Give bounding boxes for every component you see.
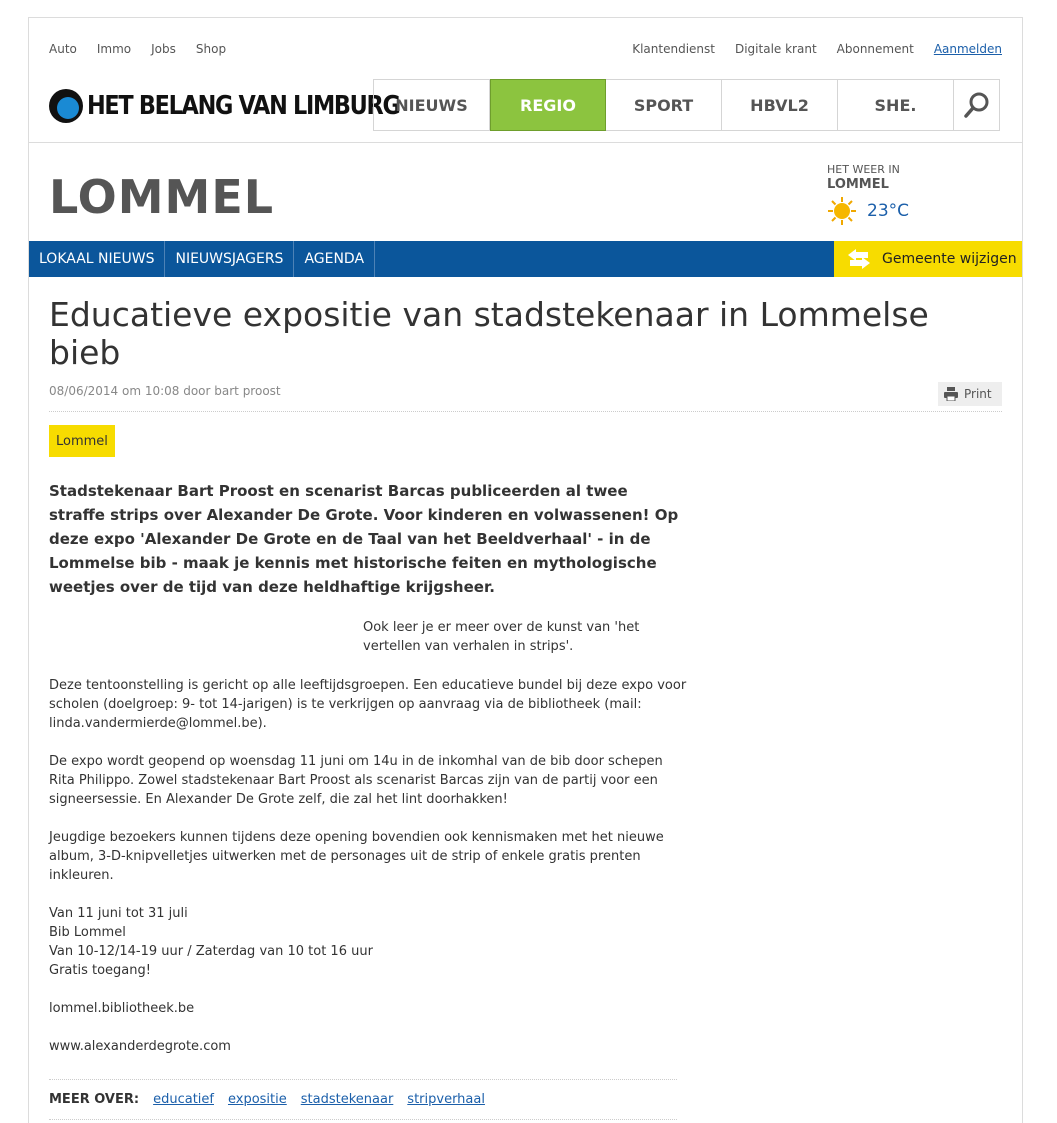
print-label: Print bbox=[964, 387, 992, 401]
city-title: LOMMEL bbox=[49, 170, 275, 224]
meta-divider bbox=[49, 411, 1002, 412]
location-tag[interactable]: Lommel bbox=[49, 425, 115, 457]
printer-icon bbox=[944, 387, 958, 401]
login-link[interactable]: Aanmelden bbox=[933, 42, 1002, 56]
event-dates: Van 11 juni tot 31 juli bbox=[49, 906, 188, 921]
subnav-agenda[interactable]: AGENDA bbox=[294, 241, 375, 277]
top-links-left bbox=[49, 42, 246, 56]
tags-divider-top bbox=[49, 1079, 677, 1080]
related-tags-label: MEER OVER: bbox=[49, 1092, 140, 1107]
local-navigation bbox=[29, 241, 1022, 277]
body-paragraph: De expo wordt geopend op woensdag 11 juni om 14u in de inkomhal van de bib door schepen Rita Philippo. Zowel stadstekenaar Bart Proost als scenarist Barcas zijn van de partij voor een signeersessie. En Alexander De Grote zelf, die zal het lint doorhakken! bbox=[49, 754, 663, 807]
print-button[interactable] bbox=[938, 382, 1002, 406]
nav-hbvl2[interactable]: HBVL2 bbox=[722, 80, 838, 130]
event-price: Gratis toegang! bbox=[49, 963, 151, 978]
main-navigation bbox=[373, 79, 1000, 131]
link-bibliotheek[interactable]: lommel.bibliotheek.be bbox=[49, 1001, 195, 1016]
event-info bbox=[49, 904, 689, 980]
toplink-auto[interactable]: Auto bbox=[49, 42, 77, 56]
event-hours: Van 10-12/14-19 uur / Zaterdag van 10 tot 16 uur bbox=[49, 944, 373, 959]
body-paragraph: Deze tentoonstelling is gericht op alle leeftijdsgroepen. Een educatieve bundel bij deze expo voor scholen (doelgroep: 9- tot 14-jarigen) is te verkrijgen op aanvraag via de bibliotheek (mail: linda.vandermierde@lommel.be). bbox=[49, 678, 687, 731]
weather-label: HET WEER IN bbox=[827, 163, 900, 176]
article-title: Educatieve expositie van stadstekenaar in Lommelse bieb bbox=[49, 295, 929, 372]
weather-widget[interactable] bbox=[827, 163, 909, 226]
toplink-digitale-krant[interactable]: Digitale krant bbox=[734, 42, 817, 56]
related-tags bbox=[49, 1092, 499, 1107]
event-location: Bib Lommel bbox=[49, 925, 126, 940]
toplink-shop[interactable]: Shop bbox=[195, 42, 227, 56]
toplink-abonnement[interactable]: Abonnement bbox=[836, 42, 914, 56]
weather-temperature: 23°C bbox=[867, 201, 910, 221]
toplink-jobs[interactable]: Jobs bbox=[151, 42, 176, 56]
article-meta: 08/06/2014 om 10:08 door bart proost bbox=[49, 384, 281, 398]
tag-link-stripverhaal[interactable]: stripverhaal bbox=[407, 1092, 485, 1107]
logo-text: HET BELANG VAN LIMBURG bbox=[87, 91, 400, 121]
nav-nieuws[interactable]: NIEUWS bbox=[374, 80, 490, 130]
nav-she[interactable]: SHE. bbox=[838, 80, 954, 130]
search-icon bbox=[963, 91, 991, 119]
tags-divider-bottom bbox=[49, 1119, 677, 1120]
nav-regio[interactable]: REGIO bbox=[490, 79, 606, 131]
article-lead: Stadstekenaar Bart Proost en scenarist Barcas publiceerden al twee straffe strips over Alexander De Grote. Voor kinderen en volwassenen! Op deze expo 'Alexander De Grote en de Taal van het Beeldverhaal' - in de Lommelse bib - maak je kennis met historische feiten en mythologische weetjes over de tijd van deze heldhaftige krijgsheer. bbox=[49, 482, 679, 596]
sun-icon bbox=[827, 196, 857, 226]
link-alexanderdegrote[interactable]: www.alexanderdegrote.com bbox=[49, 1039, 231, 1054]
article-body bbox=[49, 676, 689, 1075]
swap-arrows-icon bbox=[846, 248, 872, 270]
subnav-nieuwsjagers[interactable]: NIEUWSJAGERS bbox=[165, 241, 294, 277]
change-municipality-button[interactable] bbox=[834, 241, 1022, 277]
nav-sport[interactable]: SPORT bbox=[606, 80, 722, 130]
logo-circle-icon bbox=[49, 89, 83, 123]
subnav-lokaal-nieuws[interactable]: LOKAAL NIEUWS bbox=[29, 241, 165, 277]
change-municipality-label: Gemeente wijzigen bbox=[882, 251, 1017, 267]
search-button[interactable] bbox=[954, 80, 999, 130]
tag-link-educatief[interactable]: educatief bbox=[153, 1092, 214, 1107]
header-divider bbox=[29, 142, 1022, 143]
tag-link-stadstekenaar[interactable]: stadstekenaar bbox=[300, 1092, 394, 1107]
toplink-immo[interactable]: Immo bbox=[96, 42, 132, 56]
tag-link-expositie[interactable]: expositie bbox=[227, 1092, 287, 1107]
toplink-klantendienst[interactable]: Klantendienst bbox=[632, 42, 715, 56]
page-container bbox=[28, 17, 1023, 1123]
body-paragraph: Jeugdige bezoekers kunnen tijdens deze opening bovendien ook kennismaken met het nieuwe album, 3-D-knipvelletjes uitwerken met de personages uit de strip of enkele gratis prenten inkleuren. bbox=[49, 830, 664, 883]
top-links-right bbox=[612, 42, 1002, 56]
image-caption: Ook leer je er meer over de kunst van 'het vertellen van verhalen in strips'. bbox=[363, 620, 640, 654]
weather-city: LOMMEL bbox=[827, 177, 889, 192]
